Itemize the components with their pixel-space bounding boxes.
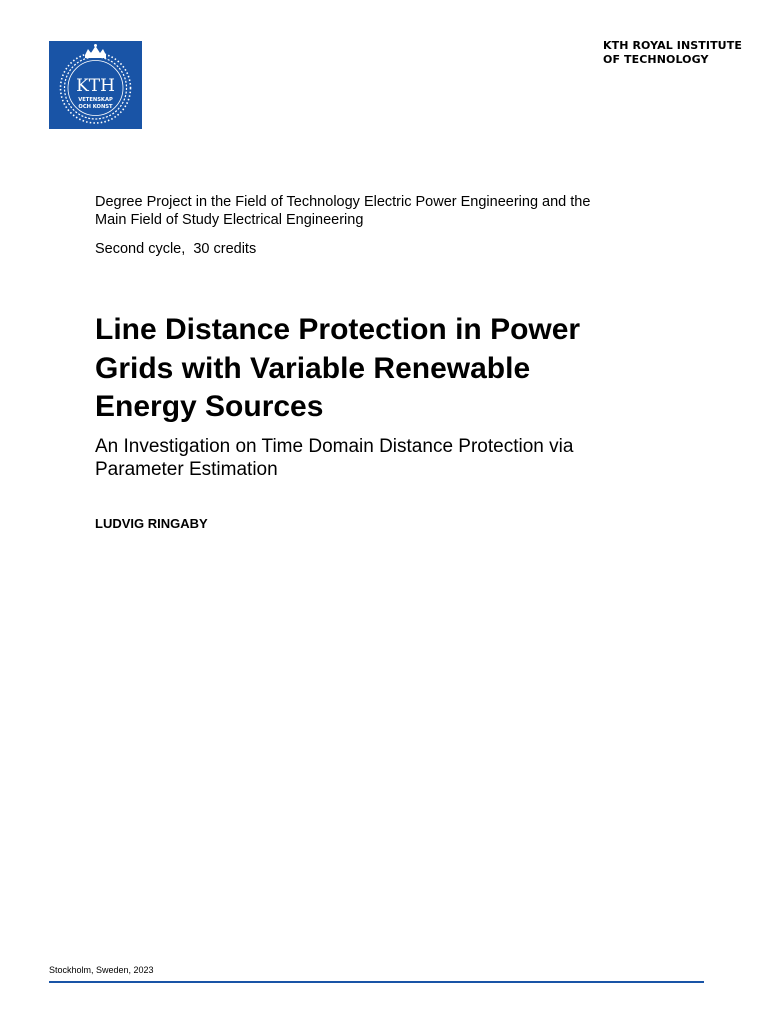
institution-name xyxy=(603,39,753,67)
logo-motto-line1: VETENSKAP xyxy=(78,97,113,103)
institution-line1: KTH ROYAL INSTITUTE xyxy=(603,39,742,52)
logo-motto-line2: OCH KONST xyxy=(78,104,113,110)
institution-line2: OF TECHNOLOGY xyxy=(603,53,709,66)
logo-text: KTH xyxy=(76,76,115,96)
degree-description xyxy=(95,193,695,229)
footer-rule xyxy=(49,981,704,983)
thesis-subtitle xyxy=(95,435,715,481)
degree-line1: Degree Project in the Field of Technology Electric Power Engineering and the xyxy=(95,194,591,210)
subtitle-line1: An Investigation on Time Domain Distance Protection via xyxy=(95,436,574,457)
cycle-credits: Second cycle, 30 credits xyxy=(95,241,257,257)
title-line3: Energy Sources xyxy=(95,390,324,423)
thesis-title xyxy=(95,311,715,427)
degree-line2: Main Field of Study Electrical Engineering xyxy=(95,212,364,228)
title-line1: Line Distance Protection in Power xyxy=(95,313,581,346)
place-date: Stockholm, Sweden, 2023 xyxy=(49,965,154,975)
title-line2: Grids with Variable Renewable xyxy=(95,351,531,385)
author-name: LUDVIG RINGABY xyxy=(95,516,208,531)
subtitle-line2: Parameter Estimation xyxy=(95,459,278,480)
kth-logo xyxy=(49,41,142,129)
